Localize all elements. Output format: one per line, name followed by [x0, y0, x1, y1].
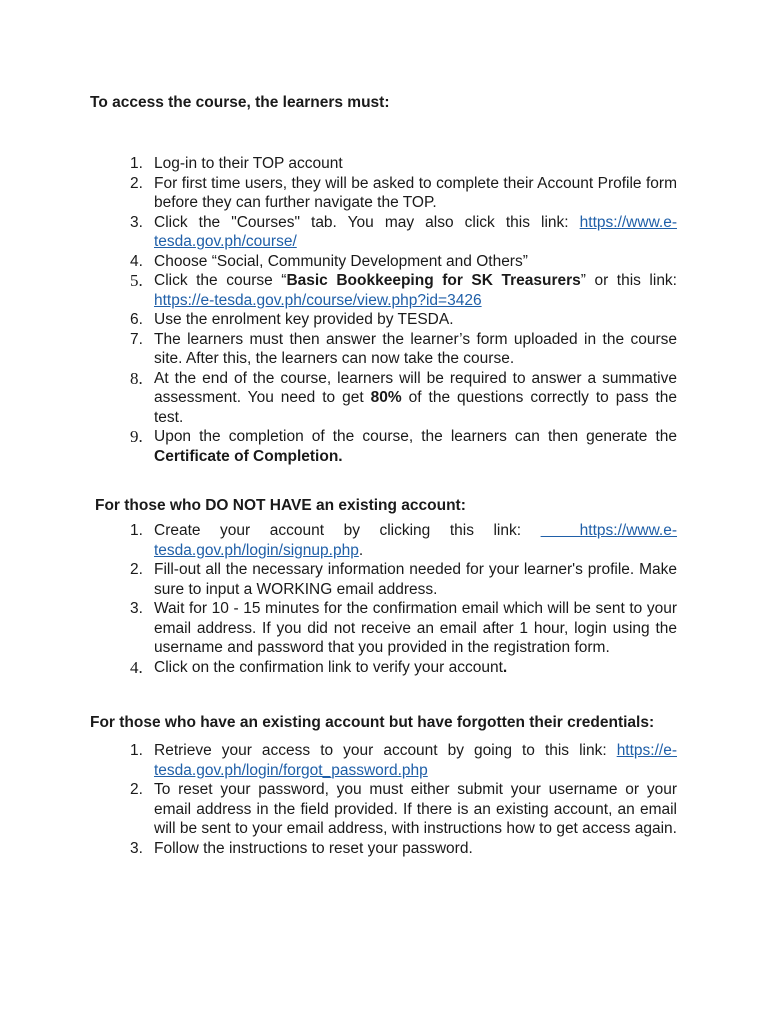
course-view-link[interactable]: https://e-tesda.gov.ph/course/view.php?id=3426 [154, 291, 482, 309]
step-text: Upon the completion of the course, the learners can then generate the [154, 428, 677, 445]
list-item [130, 780, 677, 839]
forgot-password-link[interactable]: https://e-tesda.gov.ph/login/forgot_password.php [154, 742, 677, 779]
list-number: 2. [130, 174, 143, 192]
step-text: of the questions correctly to pass the test. [154, 389, 677, 426]
step-text: ” or this link: [580, 272, 677, 289]
list-item [130, 154, 677, 174]
access-course-steps [130, 154, 677, 466]
step-text: At the end of the course, learners will be required to answer a summative assessment. You need to get [154, 369, 677, 406]
step-text: Wait for 10 - 15 minutes for the confirmation email which will be sent to your email address. If you did not receive an email after 1 hour, login using the username and password that you provided in the registration form. [154, 600, 677, 656]
course-name: Basic Bookkeeping for SK Treasurers [286, 272, 581, 289]
list-item [130, 174, 677, 213]
list-item [130, 839, 677, 859]
forgot-credentials-steps [130, 741, 677, 858]
step-text: Click on the confirmation link to verify your account [154, 658, 503, 676]
step-text: Fill-out all the necessary information needed for your learner's profile. Make sure to input a WORKING email address. [154, 561, 677, 598]
step-text: Retrieve your access to your account by going to this link: [154, 742, 617, 759]
list-number: 6. [130, 311, 143, 328]
section-heading-access-course: To access the course, the learners must: [90, 94, 390, 111]
step-text: For first time users, they will be asked to complete their Account Profile form before they can further navigate the TOP. [154, 174, 677, 211]
signup-link[interactable]: https://www.e-tesda.gov.ph/login/signup.php [154, 522, 678, 559]
list-number: 2. [130, 781, 143, 798]
list-number: 1. [130, 155, 143, 172]
step-text: . [358, 541, 364, 559]
section-heading-forgot-credentials: For those who have an existing account but have forgotten their credentials: [90, 714, 655, 731]
list-number: 3. [130, 839, 143, 857]
list-number: 3. [130, 600, 143, 617]
list-number: 4. [130, 657, 143, 677]
passing-score: 80% [370, 389, 402, 406]
step-text: Choose “Social, Community Development and Others” [154, 252, 528, 270]
list-item [130, 741, 677, 780]
list-item [130, 599, 677, 658]
step-text: Follow the instructions to reset your password. [154, 839, 473, 857]
list-number: 1. [130, 522, 143, 539]
list-number: 8. [130, 368, 143, 388]
list-number: 7. [130, 330, 143, 348]
list-item [130, 213, 677, 252]
list-number: 9. [130, 427, 143, 446]
list-item [130, 330, 677, 369]
list-number: 1. [130, 742, 143, 759]
list-item [130, 310, 677, 330]
list-number: 4. [130, 252, 143, 270]
certificate-label: Certificate of Completion. [154, 447, 343, 465]
list-number: 5. [130, 271, 143, 290]
list-item [130, 427, 677, 466]
courses-link[interactable]: https://www.e-tesda.gov.ph/course/ [154, 213, 677, 250]
no-account-steps [130, 521, 678, 677]
step-text: Click the course “ [154, 272, 287, 289]
step-text: The learners must then answer the learner’s form uploaded in the course site. After this, the learners can now take the course. [154, 330, 677, 367]
step-text: Use the enrolment key provided by TESDA. [154, 311, 454, 328]
step-text: Click the "Courses" tab. You may also click this link: [154, 213, 580, 231]
list-number: 2. [130, 561, 143, 578]
list-item [130, 368, 677, 428]
section-heading-no-account: For those who DO NOT HAVE an existing account: [95, 497, 466, 514]
list-item [130, 271, 677, 310]
list-item [130, 560, 677, 599]
list-number: 3. [130, 213, 143, 231]
list-item [130, 252, 677, 272]
step-text: Log-in to their TOP account [154, 155, 343, 172]
period: . [502, 658, 508, 676]
list-item [130, 657, 677, 678]
step-text: To reset your password, you must either submit your username or your email address in the field provided. If there is an existing account, an email will be sent to your email address, with instructions how to get access again. [154, 781, 677, 837]
step-text: Create your account by clicking this link: [154, 522, 541, 539]
list-item [130, 521, 678, 560]
